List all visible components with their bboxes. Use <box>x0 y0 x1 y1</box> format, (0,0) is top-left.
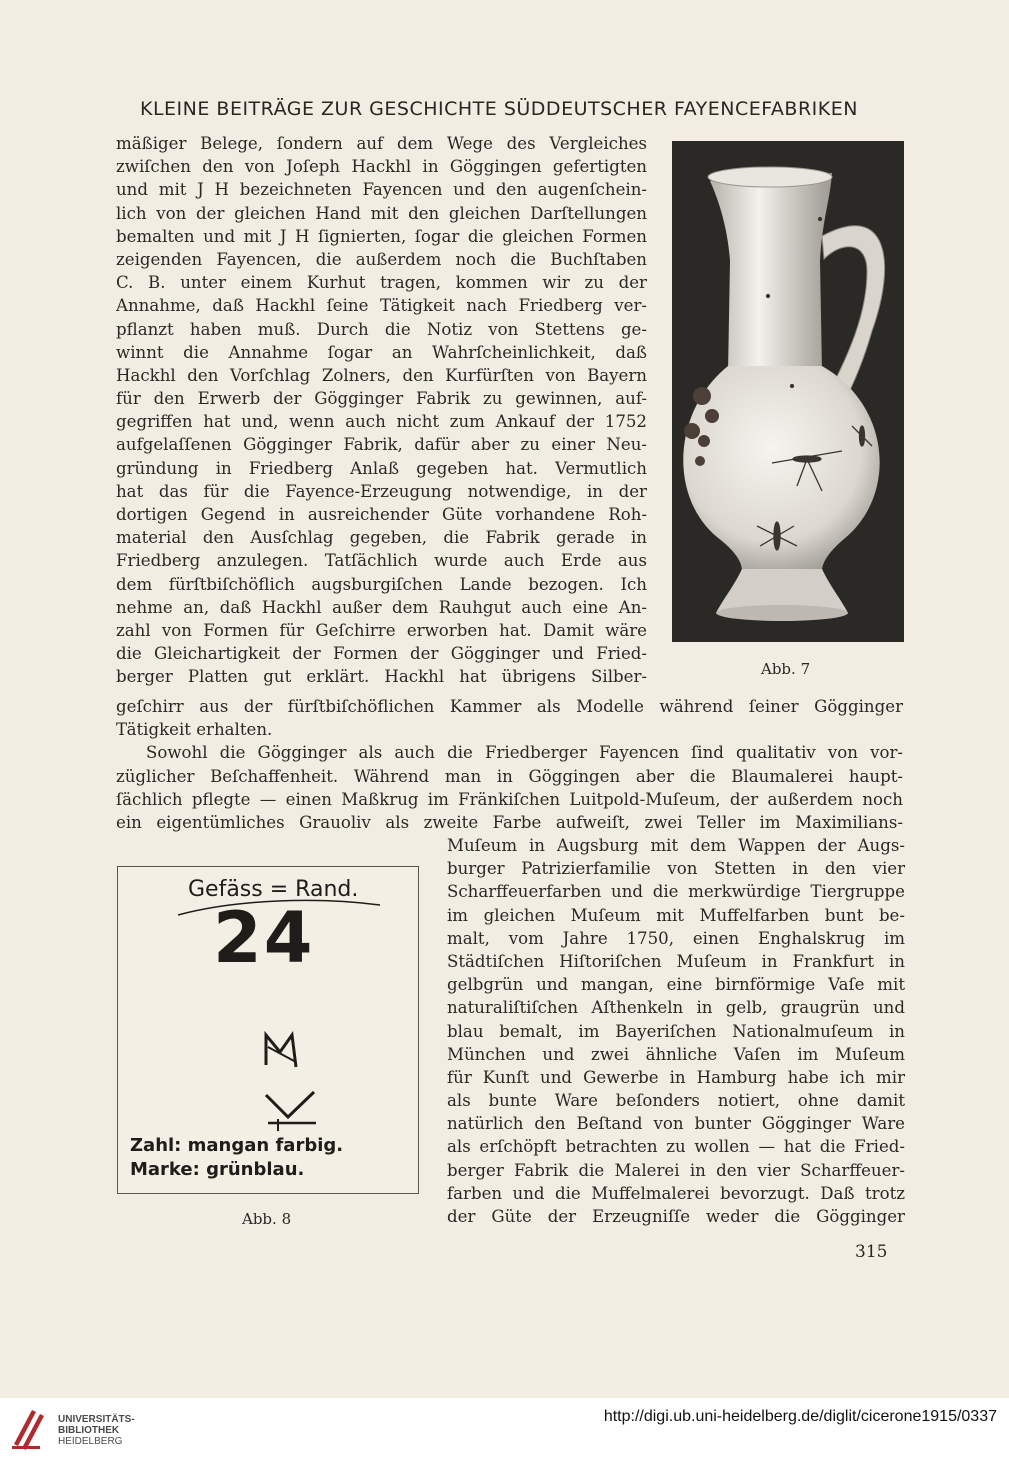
library-name-line2: BIBLIOTHEK <box>58 1425 120 1436</box>
text-line: material den Ausſchlag gegeben, die Fabrik gerade in <box>116 528 647 548</box>
text-line: Hackhl den Vorſchlag Zolners, den Kurfürſten von Bayern <box>116 365 647 385</box>
right-column-text <box>447 834 905 1228</box>
text-line: Friedberg anzulegen. Tatſächlich wurde auch Erde aus <box>116 551 647 571</box>
text-line: mäßiger Belege, ſondern auf dem Wege des Vergleiches <box>116 134 647 153</box>
text-line: im gleichen Muſeum mit Muffelfarben bunt be- <box>447 905 905 925</box>
text-line: gegriffen hat und, wenn auch nicht zum Ankauf der 1752 <box>116 412 647 432</box>
text-line: gründung in Friedberg Anlaß gegeben hat. Vermutlich <box>116 458 647 478</box>
text-line: berger Fabrik die Malerei in den vier Scharffeuer- <box>447 1160 905 1180</box>
mark-note-2: Marke: grünblau. <box>130 1159 305 1180</box>
maker-mark-figure <box>117 866 419 1194</box>
text-line: gelbgrün und mangan, eine birnförmige Vaſe mit <box>447 975 905 995</box>
text-line: zahl von Formen für Geſchirre erworben hat. Damit wäre <box>116 620 647 640</box>
source-url-link[interactable]: http://digi.ub.uni-heidelberg.de/diglit/cicerone1915/0337 <box>603 1408 997 1425</box>
library-name <box>58 1414 135 1447</box>
text-line: C. B. unter einem Kurhut tragen, kommen wir zu der <box>116 273 647 293</box>
text-line: zwiſchen den von Joſeph Hackhl in Göggingen gefertigten <box>116 157 647 177</box>
text-line: winnt die Annahme ſogar an Wahrſcheinlichkeit, daß <box>116 342 647 362</box>
text-line: Sowohl die Gögginger als auch die Friedberger Fayencen ſind qualitativ von vor- <box>146 743 903 763</box>
full-width-text <box>116 695 903 834</box>
figure8-caption: Abb. 8 <box>242 1210 292 1228</box>
mark-title: Gefäss = Rand. <box>188 877 359 902</box>
text-line: burger Patrizierfamilie von Stetten in den vier <box>447 859 905 879</box>
text-line: berger Platten gut erklärt. Hackhl hat übrigens Silber- <box>116 667 647 687</box>
text-line: blau bemalt, im Bayeriſchen Nationalmuſeum in <box>447 1021 905 1041</box>
text-line: für den Erwerb der Gögginger Fabrik zu gewinnen, auf- <box>116 389 647 409</box>
text-line: Tätigkeit erhalten. <box>116 720 273 740</box>
text-line: natürlich den Beſtand von bunter Gögginger Ware <box>447 1114 905 1134</box>
text-line: zeigenden Fayencen, die außerdem noch die Buchſtaben <box>116 249 647 269</box>
text-line: dortigen Gegend in ausreichender Güte vorhandene Roh- <box>116 505 647 524</box>
text-line: pflanzt haben muß. Durch die Notiz von Stettens ge- <box>116 319 647 339</box>
text-line: bemalten und mit J H ſignierten, ſogar die gleichen Formen <box>116 226 647 246</box>
text-line: der Güte der Erzeugniſſe weder die Gögginger <box>447 1207 905 1226</box>
text-line: malt, vom Jahre 1750, einen Enghalskrug im <box>447 928 905 948</box>
text-line: farben und die Muffelmalerei bevorzugt. Daß trotz <box>447 1183 905 1203</box>
text-line: hat das für die Fayence-Erzeugung notwendige, in der <box>116 481 647 501</box>
text-line: als erſchöpft betrachten zu wollen — hat die Fried- <box>447 1137 905 1157</box>
library-name-line1: UNIVERSITÄTS- <box>58 1414 135 1425</box>
library-logo-icon <box>10 1406 52 1452</box>
running-head: KLEINE BEITRÄGE ZUR GESCHICHTE SÜDDEUTSCHER FAYENCEFABRIKEN <box>140 98 858 120</box>
mark-number: 24 <box>213 897 315 979</box>
jug-photo <box>672 141 904 642</box>
text-line: dem fürſtbiſchöflich augsburgiſchen Lande bezogen. Ich <box>116 574 647 594</box>
library-name-line3: HEIDELBERG <box>58 1436 123 1447</box>
text-line: geſchirr aus der fürſtbiſchöflichen Kammer als Modelle während ſeiner Gögginger <box>116 697 903 716</box>
text-line: Städtiſchen Hiſtoriſchen Muſeum in Frankfurt in <box>447 951 905 971</box>
text-line: für Kunſt und Gewerbe in Hamburg habe ich mir <box>447 1067 905 1087</box>
text-line: züglicher Beſchaffenheit. Während man in Göggingen aber die Blaumalerei haupt- <box>116 766 903 786</box>
column-text <box>116 132 647 689</box>
text-line: als bunte Ware beſonders notiert, ohne damit <box>447 1091 905 1111</box>
text-line: Annahme, daß Hackhl ſeine Tätigkeit nach Friedberg ver- <box>116 296 647 316</box>
text-line: aufgelaſſenen Gögginger Fabrik, dafür aber zu einer Neu- <box>116 435 647 455</box>
text-line: lich von der gleichen Hand mit den gleichen Darſtellungen <box>116 203 647 223</box>
text-line: Muſeum in Augsburg mit dem Wappen der Augs- <box>447 836 905 855</box>
text-line: Scharffeuerfarben und die merkwürdige Tiergruppe <box>447 882 905 902</box>
text-line: ſächlich pflegte — einen Maßkrug im Fränkiſchen Luitpold-Muſeum, der außerdem noch <box>116 789 903 809</box>
page-number: 315 <box>855 1242 888 1262</box>
jug-illustration <box>672 141 904 642</box>
text-line: nehme an, daß Hackhl außer dem Rauhgut auch eine An- <box>116 597 647 617</box>
text-line: naturaliſtiſchen Aſthenkeln in gelb, graugrün und <box>447 998 905 1018</box>
text-line: und mit J H bezeichneten Fayencen und den augenſchein- <box>116 180 647 200</box>
text-line: die Gleichartigkeit der Formen der Gögginger und Fried- <box>116 644 647 664</box>
mark-note-1: Zahl: mangan farbig. <box>130 1135 344 1156</box>
figure7-caption: Abb. 7 <box>761 660 811 678</box>
text-line: München und zwei ähnliche Vaſen im Muſeum <box>447 1044 905 1064</box>
text-line: ein eigentümliches Grauoliv als zweite Farbe aufweiſt, zwei Teller im Maximilians- <box>116 812 903 832</box>
